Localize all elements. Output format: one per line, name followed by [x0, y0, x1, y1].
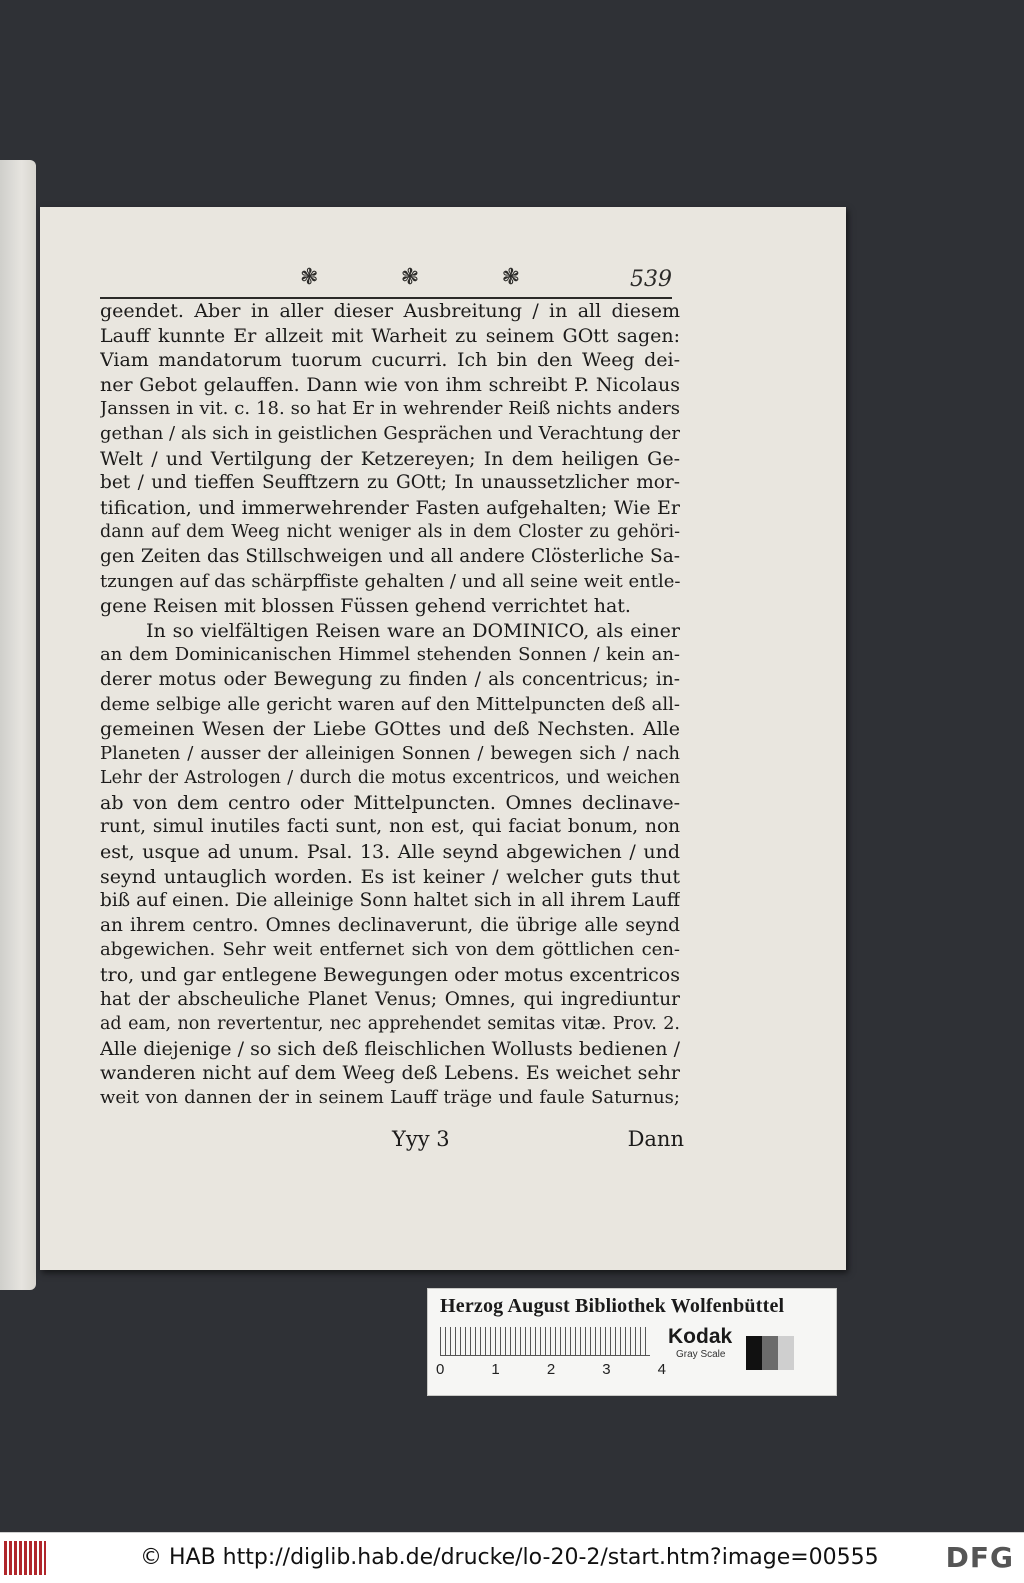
- text-line: ad eam, non revertentur, nec apprehendet semitas vitæ. Prov. 2.: [100, 1014, 680, 1035]
- ruler-numbers: [436, 1361, 666, 1378]
- text-line: derer motus oder Bewegung zu finden / als concentricus; in-: [100, 668, 680, 690]
- catchword: Dann: [627, 1127, 684, 1151]
- ruler-number: 3: [602, 1361, 611, 1378]
- text-line: est, usque ad unum. Psal. 13. Alle seynd abgewichen / und: [100, 841, 680, 864]
- text-line: ner Gebot gelauffen. Dann wie von ihm schreibt P. Nicolaus: [100, 373, 680, 396]
- text-line: gemeinen Wesen der Liebe GOttes und deß Nechsten. Alle: [100, 718, 680, 741]
- barcode-icon: [4, 1541, 46, 1575]
- page-footer-line: [100, 1127, 684, 1157]
- library-name: Herzog August Bibliothek Wolfenbüttel: [440, 1295, 785, 1317]
- text-line: Alle diejenige / so sich deß fleischlichen Wollusts bedienen /: [100, 1037, 680, 1060]
- text-line: gen Zeiten das Stillschweigen und all andere Clösterliche Sa-: [100, 545, 680, 567]
- text-line: Viam mandatorum tuorum cucurri. Ich bin den Weeg dei-: [100, 349, 680, 372]
- text-line: Welt / und Vertilgung der Ketzereyen; In dem heiligen Ge-: [100, 447, 680, 470]
- text-line: Planeten / ausser der alleinigen Sonnen / bewegen sich / nach: [100, 742, 680, 764]
- ornament-icon: ❃: [300, 264, 319, 290]
- text-line: wanderen nicht auf dem Weeg deß Lebens. Es weichet sehr: [100, 1062, 680, 1085]
- book-page: [40, 207, 846, 1270]
- text-line: tification, und immerwehrender Fasten aufgehalten; Wie Er: [100, 496, 680, 519]
- page-number: 539: [630, 267, 672, 292]
- text-line: seynd untauglich worden. Es ist keiner / welcher guts thut: [100, 865, 680, 888]
- text-line: bet / und tieffen Seufftzern zu GOtt; In unaussetzlicher mor-: [100, 472, 680, 494]
- text-line: Lauff kunnte Er allzeit mit Warheit zu seinem GOtt sagen:: [100, 324, 680, 347]
- text-line: geendet. Aber in aller dieser Ausbreitung / in all diesem: [100, 300, 680, 322]
- ruler-number: 1: [491, 1361, 500, 1378]
- ruler-number: 4: [657, 1361, 666, 1378]
- previous-page-edge: [0, 160, 36, 1290]
- signature-mark: Yyy 3: [392, 1127, 450, 1151]
- text-line: In so vielfältigen Reisen ware an DOMINICO, als einer: [146, 619, 680, 642]
- text-line: biß auf einen. Die alleinige Sonn haltet sich in all ihrem Lauff: [100, 890, 680, 912]
- footer-credit-link[interactable]: © HAB http://diglib.hab.de/drucke/lo-20-2/start.htm?image=00555: [140, 1545, 879, 1570]
- text-line: Janssen in vit. c. 18. so hat Er in wehrender Reiß nichts anders: [100, 398, 680, 420]
- text-line: tro, und gar entlegene Bewegungen oder motus excentricos: [100, 964, 680, 987]
- text-line: dann auf dem Weeg nicht weniger als in dem Closter zu gehöri-: [100, 522, 680, 543]
- gray-scale-patches: [746, 1336, 794, 1370]
- kodak-brand: Kodak: [668, 1325, 733, 1348]
- ruler-scale: [440, 1327, 650, 1356]
- ornament-icon: ❃: [501, 264, 520, 290]
- text-line: an ihrem centro. Omnes declinaverunt, die übrige alle seynd: [100, 914, 680, 936]
- dfg-logo: DFG: [945, 1541, 1014, 1574]
- ruler-number: 0: [436, 1361, 445, 1378]
- text-line: runt, simul inutiles facti sunt, non est, qui faciat bonum, non: [100, 816, 680, 838]
- text-line: weit von dannen der in seinem Lauff träge und faule Saturnus;: [100, 1087, 680, 1108]
- text-line: gethan / als sich in geistlichen Gesprächen und Verachtung der: [100, 422, 680, 444]
- library-scale-card: [427, 1288, 837, 1396]
- text-line: Lehr der Astrologen / durch die motus excentricos, und weichen: [100, 768, 680, 789]
- text-line: an dem Dominicanischen Himmel stehenden Sonnen / kein an-: [100, 644, 680, 666]
- text-line: gene Reisen mit blossen Füssen gehend verrichtet hat.: [100, 595, 631, 618]
- text-line: abgewichen. Sehr weit entfernet sich von dem göttlichen cen-: [100, 939, 680, 961]
- text-line: ab von dem centro oder Mittelpuncten. Omnes declinave-: [100, 791, 680, 814]
- ornament-icon: ❃: [400, 264, 420, 290]
- ruler-number: 2: [546, 1361, 556, 1378]
- text-line: hat der abscheuliche Planet Venus; Omnes, qui ingrediuntur: [100, 988, 680, 1010]
- gray-scale-label: Gray Scale: [676, 1349, 726, 1360]
- text-line: deme selbige alle gericht waren auf den Mittelpuncten deß all-: [100, 693, 680, 715]
- footer-bar: [0, 1532, 1024, 1583]
- page-text: [100, 299, 680, 1111]
- text-line: tzungen auf das schärpffiste gehalten / und all seine weit entle-: [100, 570, 680, 592]
- header-ornaments: [300, 262, 520, 292]
